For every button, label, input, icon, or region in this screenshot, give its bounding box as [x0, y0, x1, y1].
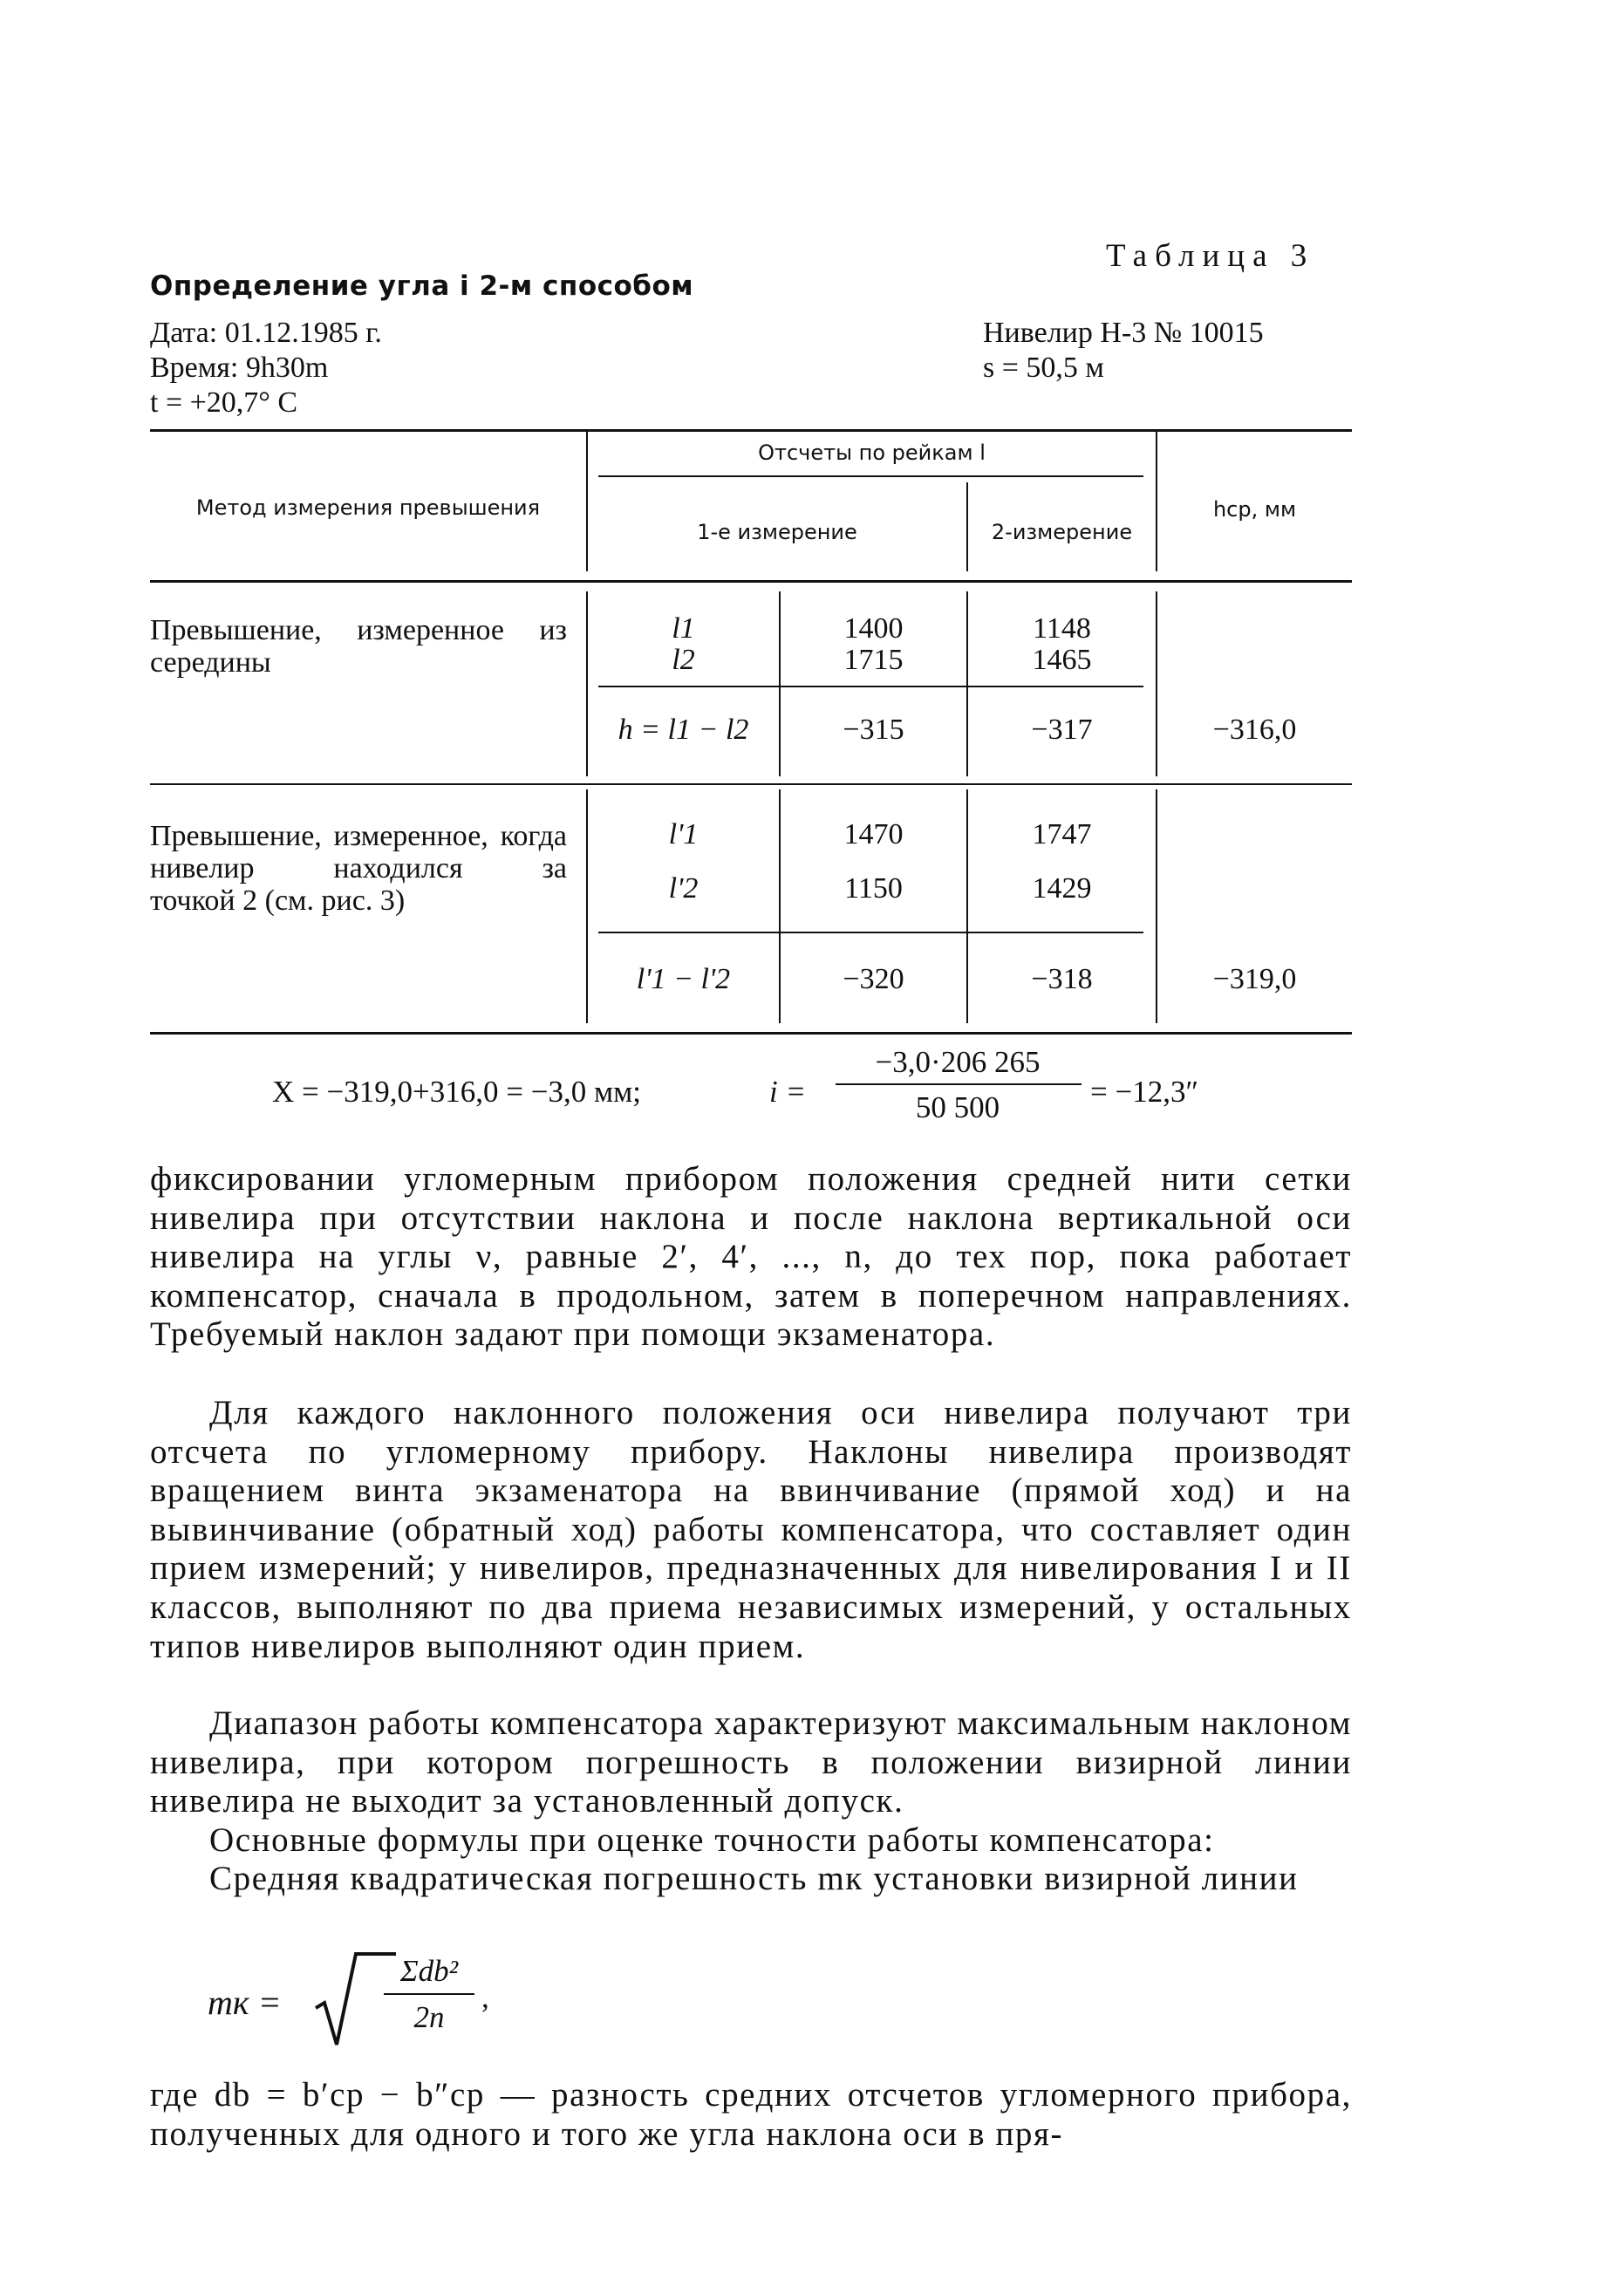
block1-label-line1: Превышение, измеренное из — [150, 614, 567, 646]
block1-diff-second: −317 — [1031, 714, 1093, 746]
block1-label — [150, 614, 567, 679]
x-formula-i: i = — [769, 1075, 807, 1109]
block1-sym2: l2 — [672, 644, 695, 676]
meta-right — [983, 316, 1264, 386]
x-formula-fraction-bar — [836, 1083, 1082, 1085]
body-paragraph-6 — [150, 2076, 1352, 2154]
x-formula-result: = −12,3″ — [1090, 1075, 1199, 1109]
x-formula-left: X = −319,0+316,0 = −3,0 мм; — [272, 1075, 641, 1109]
block1-v2-first: 1715 — [843, 644, 904, 676]
block1-v1-first: 1400 — [843, 612, 904, 645]
col-mean-header: hср, мм — [1212, 497, 1297, 522]
block2-diff-second: −318 — [1031, 963, 1093, 995]
block2-v1-second: 1747 — [1032, 818, 1092, 850]
body-paragraph-2 — [150, 1394, 1352, 1666]
block2-mean: −319,0 — [1212, 963, 1297, 995]
mk-formula-lhs: mк = — [208, 1983, 282, 2022]
body-paragraph-1 — [150, 1160, 1352, 1355]
body-paragraph-3 — [150, 1704, 1352, 1821]
block1-diff-first: −315 — [843, 714, 904, 746]
body-paragraph-5 — [150, 1860, 1352, 1899]
mk-formula-denominator: 2n — [413, 2000, 445, 2034]
time-text: Время: 9h30m — [150, 352, 329, 384]
block2-label-line3: точкой 2 (см. рис. 3) — [150, 885, 406, 917]
mk-formula-fraction-bar — [384, 1993, 474, 1995]
x-formula-denominator: 50 500 — [915, 1090, 1000, 1124]
paragraph-5-text: Средняя квадратическая погрешность mк установки визирной линии — [209, 1860, 1299, 1897]
block-divider-rule — [150, 783, 1352, 785]
paragraph-4-text: Основные формулы при оценке точности работы компенсатора: — [209, 1821, 1215, 1859]
paragraph-1-text: фиксировании угломерным прибором положения средней нити сетки нивелира при отсутствии наклона и после наклона вертикальной оси нивелира на углы ν, равные 2′, 4′, ..., n, до тех пор, пока работает компенсатор, сначала в продольном, затем в поперечном направлениях. Требуемый наклон задают при помощи экзаменатора. — [150, 1160, 1352, 1354]
body-paragraph-4 — [150, 1821, 1352, 1861]
table-title: Определение угла i 2-м способом — [150, 270, 694, 302]
block2-v2-second: 1429 — [1032, 872, 1092, 905]
block2-label — [150, 820, 567, 917]
block1-diff-label: h = l1 − l2 — [618, 714, 749, 746]
col-method-header: Метод измерения превышения — [195, 495, 541, 520]
block1-label-line2: середины — [150, 646, 271, 679]
col-first-header: 1-е измерение — [697, 520, 857, 544]
col-second-header: 2-измерение — [991, 520, 1133, 544]
x-formula-numerator: −3,0·206 265 — [875, 1045, 1041, 1079]
paragraph-6-text: где db = b′ср − b″ср — разность средних отсчетов угломерного прибора, полученных для одного и того же угла наклона оси в пря- — [150, 2076, 1352, 2153]
block2-v1-first: 1470 — [843, 818, 904, 850]
block2-sym2: l'2 — [668, 872, 699, 905]
block2-v2-first: 1150 — [844, 872, 903, 905]
table-top-rule — [150, 429, 1352, 432]
b1-subrule — [598, 686, 1143, 687]
mk-formula-tail: , — [481, 1980, 489, 2014]
table-number: Таблица 3 — [1106, 238, 1315, 274]
block1-v1-second: 1148 — [1033, 612, 1091, 645]
block2-diff-label: l'1 − l'2 — [636, 963, 731, 995]
b1-vline-4 — [1156, 591, 1157, 776]
block1-mean: −316,0 — [1212, 714, 1297, 746]
table-header-rule — [150, 580, 1352, 583]
table-bottom-rule — [150, 1032, 1352, 1035]
block2-label-line2: когда нивелир находился за — [150, 820, 567, 885]
date-text: Дата: 01.12.1985 г. — [150, 317, 382, 349]
col-readings-header: Отсчеты по рейкам l — [758, 441, 986, 465]
block1-sym1: l1 — [672, 612, 695, 645]
meta-left — [150, 316, 382, 420]
header-subrule — [598, 475, 1143, 477]
temperature-text: t = +20,7° C — [150, 386, 298, 419]
b2-subrule — [598, 932, 1143, 933]
block2-label-line1: Превышение, измеренное, — [150, 820, 488, 852]
instrument-text: Нивелир Н-3 № 10015 — [983, 317, 1264, 349]
block1-v2-second: 1465 — [1032, 644, 1092, 676]
distance-text: s = 50,5 м — [983, 352, 1104, 384]
mk-formula-numerator: Σdb² — [399, 1954, 459, 1988]
block2-diff-first: −320 — [843, 963, 904, 995]
paragraph-2-text: Для каждого наклонного положения оси нивелира получают три отсчета по угломерному прибору. Наклоны нивелира производят вращением винта экзаменатора на ввинчивание (прямой ход) и на вывинчивание (обратный ход) работы компенсатора, что составляет один прием измерений; у нивелиров, предназначенных для нивелирования I и II классов, выполняют по два приема независимых измерений, у остальных типов нивелиров выполняют один прием. — [150, 1394, 1352, 1665]
block2-sym1: l'1 — [668, 818, 699, 850]
paragraph-3-text: Диапазон работы компенсатора характеризуют максимальным наклоном нивелира, при котором погрешность в положении визирной линии нивелира не выходит за установленный допуск. — [150, 1704, 1352, 1820]
